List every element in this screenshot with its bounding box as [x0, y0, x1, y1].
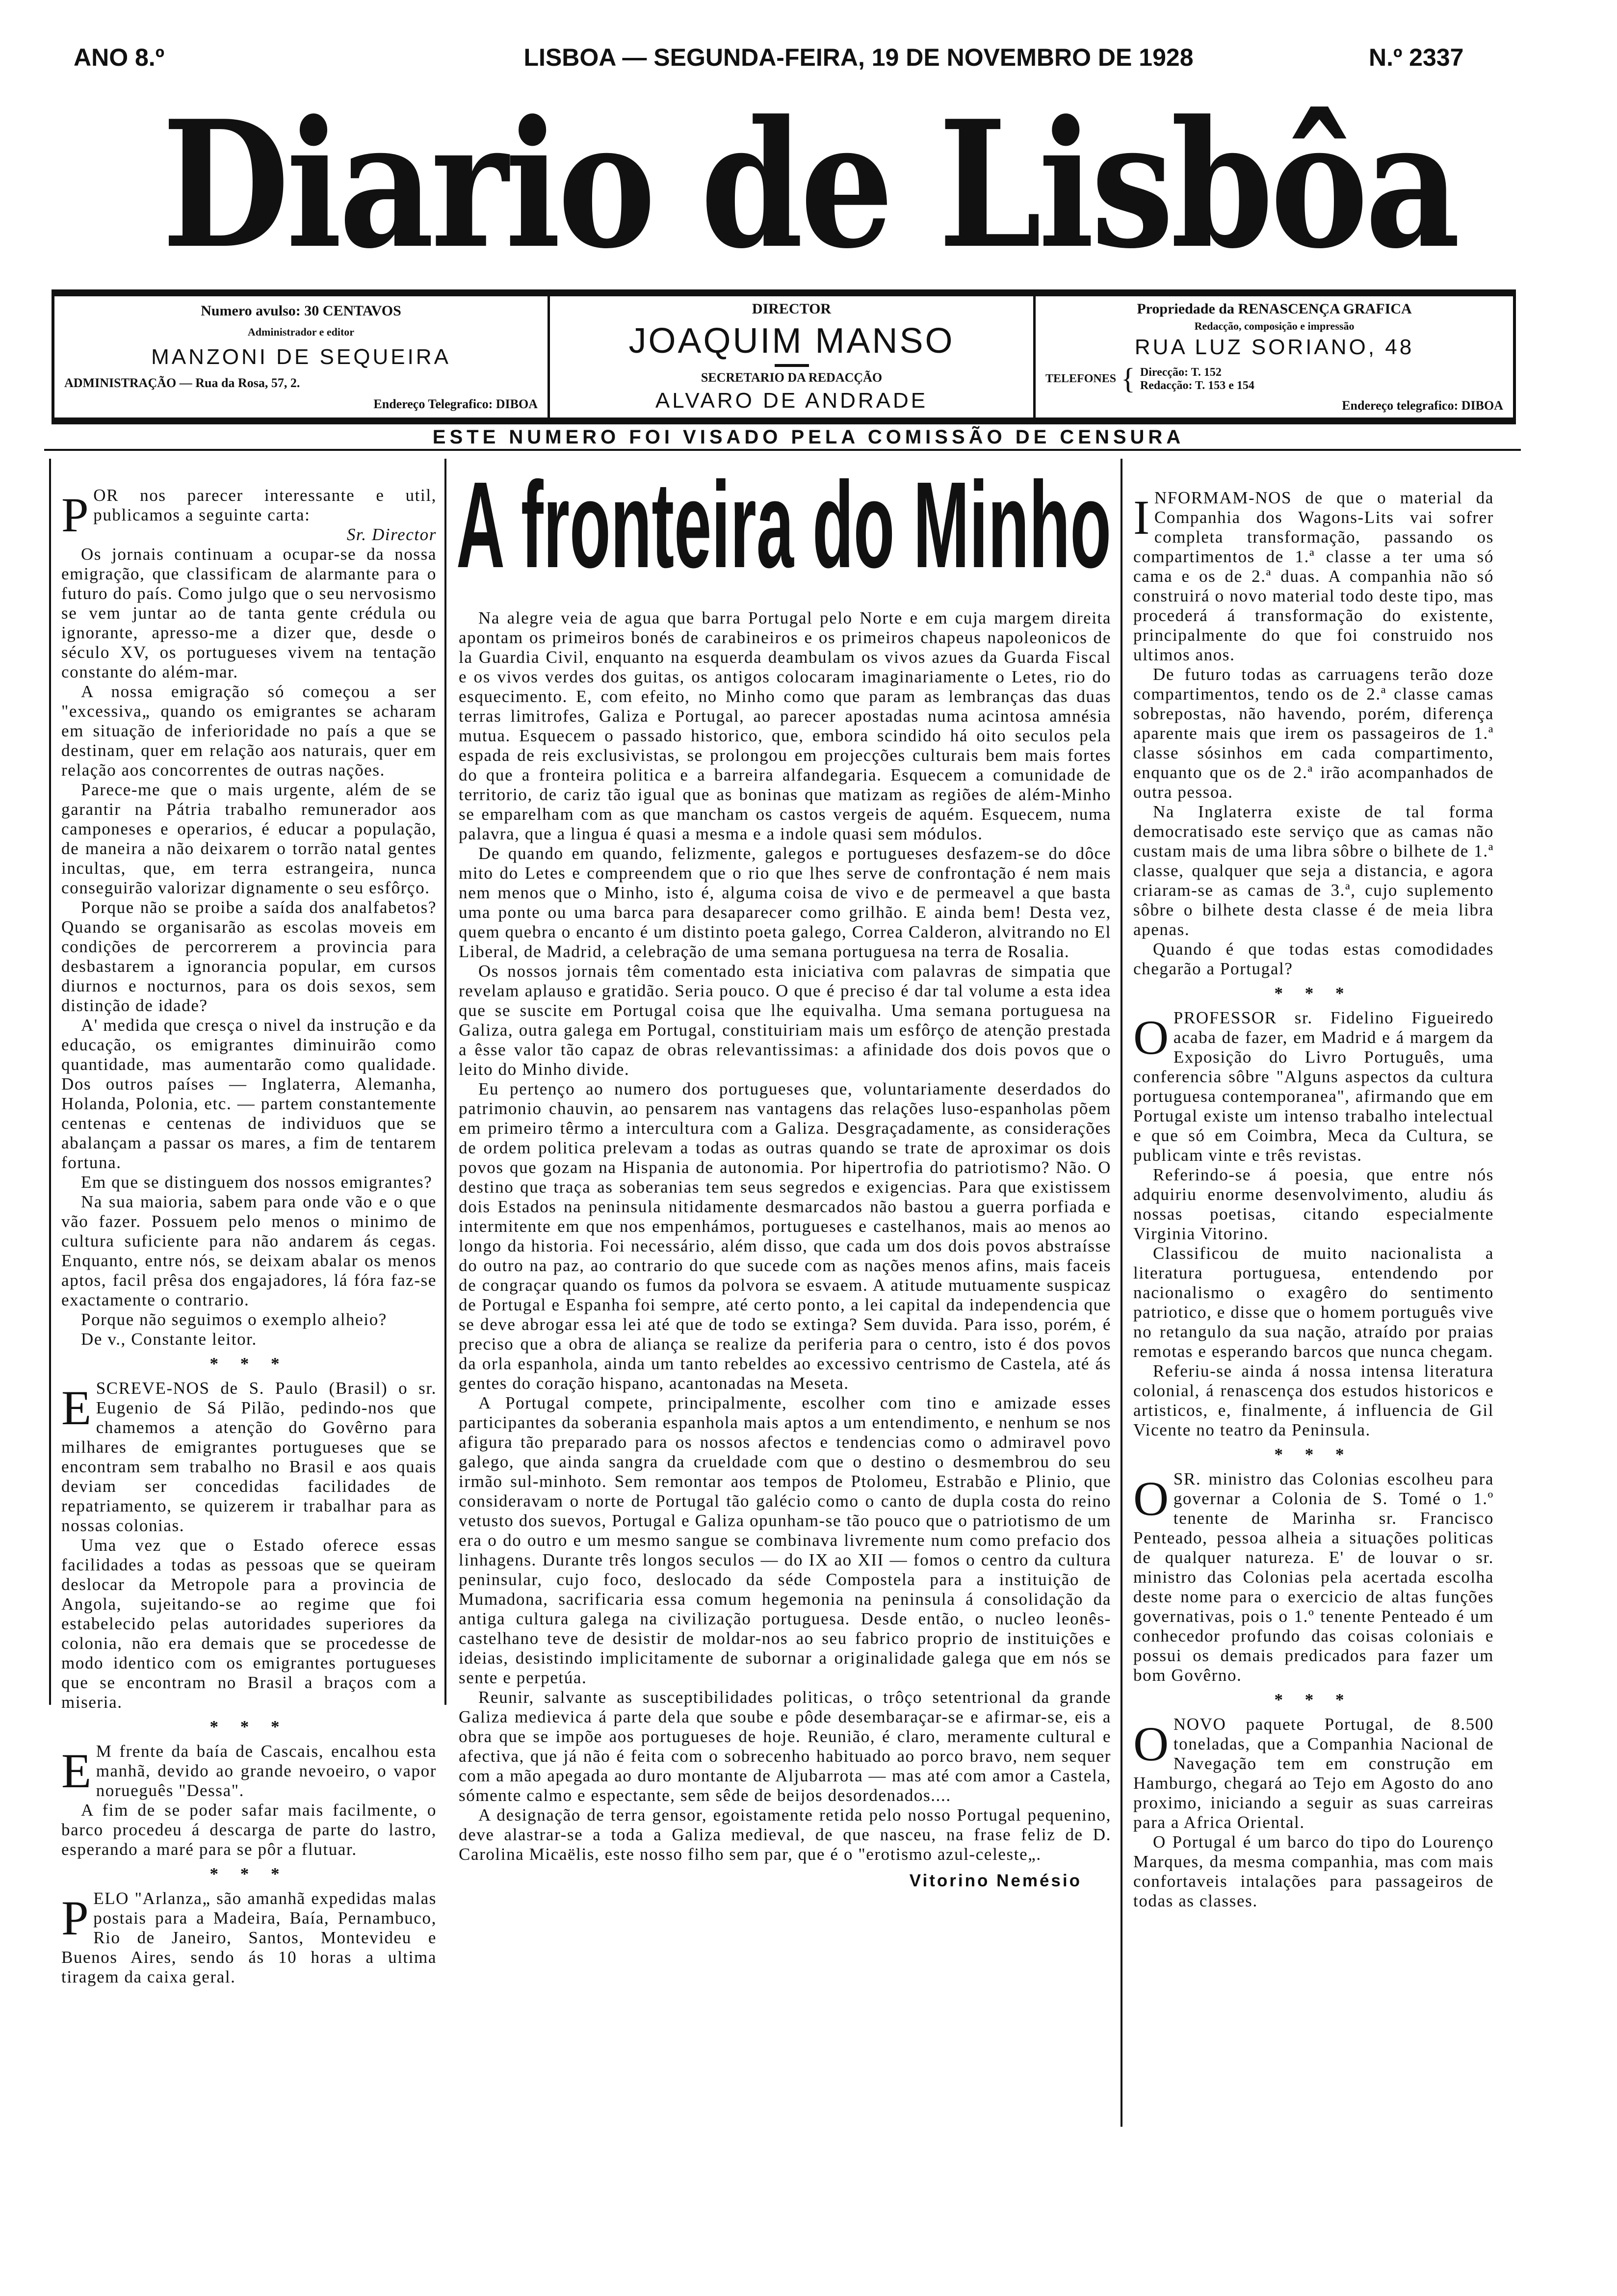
paragraph	[61, 682, 437, 780]
paragraph-text: Eu pertenço ao numero dos portugueses que, voluntariamente deserdados do patrimonio chauvin, ao pensarem nas vantagens das relações luso-espanholas põem em primeiro têrmo a intercultura com a Galiza. Desgraçadamente, as considerações de ordem politica prelevam a todas as outras quando se trate de aproximar os dois povos que gozam na Hispania de autonomia. Por hipertrofia do patriotismo? Não. O destino que traça as soberanias tem seus segredos e exigencias. Para que existissem dois Estados na peninsula nitidamente desmarcados não bastou a guerra porfiada e intermitente em que nos empenhámos, portugueses e castelhanos, mais ao menos ao longo da historia. Foi necessário, além disso, que cada um dos dois povos abstraísse do outro na paz, ao contrario do que sucede com as nações menos afins, mais faceis de congraçar quando os fumos da polvora se esvaem. A atitude mutuamente suspicaz de Portugal e Espanha foi sempre, até certo ponto, a lei capital da independencia que se deve abrogar essa lei até que de todo se extinga? Sem duvida. Para isso, porém, é preciso que a obra de aliança se realize da periferia para o centro, isto é dos povos da orla espanhola, ainda um tanto rebeldes ao excessivo centrismo de Castela, até ás gentes do coração hispano, acantonadas na Meseta.	[459, 1079, 1111, 1393]
headline	[456, 456, 1114, 593]
paragraph-text: OR nos parecer interessante e util, publicamos a seguinte carta:	[93, 486, 437, 524]
paragraph	[459, 1688, 1111, 1805]
paragraph	[61, 1173, 437, 1192]
paragraph-text: Uma vez que o Estado oferece essas facilidades a todas as pessoas que se queiram deslocar da Metropole para a provincia de Angola, sujeitando-se ao regime que foi estabelecido pelas autoridades superiores da colonia, não era demais que se procedesse de modo identico com os emigrantes portugueses que se encontram no Brasil a braços com a miseria.	[61, 1536, 437, 1712]
info-right	[1033, 296, 1513, 417]
paragraph	[459, 1805, 1111, 1864]
paragraph	[61, 1379, 437, 1536]
paragraph	[61, 1016, 437, 1173]
info-center	[548, 296, 1033, 417]
column-rule-1	[444, 459, 446, 1705]
drop-cap: O	[1133, 1010, 1170, 1065]
admin-name: MANZONI DE SEQUEIRA	[151, 344, 451, 369]
paragraph-text: ELO "Arlanza„ são amanhã expedidas malas postais para a Madeira, Baía, Pernambuco, Rio de Janeiro, Santos, Montevideu e Buenos Aires, sendo ás 10 horas a ultima tiragem da caixa geral.	[61, 1889, 437, 1986]
price: Numero avulso: 30 CENTAVOS	[201, 302, 401, 319]
paragraph	[459, 844, 1111, 962]
paragraph-text: SCREVE-NOS de S. Paulo (Brasil) o sr. Eugenio de Sá Pilão, pedindo-nos que chamemos a atenção do Govêrno para milhares de emigrantes portugueses que se encontram sem trabalho no Brasil e aos quais deviam ser concedidas facilidades de repatriamento, se quizerem ir trabalhar para as nossas colonias.	[61, 1379, 437, 1535]
paragraph	[61, 545, 437, 682]
left-column-border	[49, 459, 51, 1705]
paragraph	[1133, 802, 1494, 939]
paragraph-text: * * *	[209, 1717, 288, 1736]
drop-cap: E	[61, 1744, 92, 1798]
telegraph-left: Endereço Telegrafico: DIBOA	[373, 396, 538, 411]
paragraph	[61, 1536, 437, 1712]
paragraph	[61, 1310, 437, 1330]
section-separator	[61, 1354, 437, 1374]
masthead	[162, 82, 1457, 287]
paragraph-text: A nossa emigração só começou a ser "excessiva„ quando os emigrantes se acharam em situação de inferioridade no país a que se destinam, quer em relação aos naturais, quer em relação aos concorrentes de outras nações.	[61, 682, 437, 780]
paragraph	[1133, 1832, 1494, 1911]
paragraph	[459, 1079, 1111, 1393]
paragraph	[1133, 488, 1494, 665]
censorship-notice: ESTE NUMERO FOI VISADO PELA COMISSÃO DE CENSURA	[432, 426, 1185, 448]
header-rule	[44, 449, 1521, 451]
paragraph-text: * * *	[209, 1354, 288, 1373]
paragraph-text: Referiu-se ainda á nossa intensa literatura colonial, á renascença dos estudos historicos e artisticos, e, finalmente, á influencia de Gil Vicente no teatro da Peninsula.	[1133, 1361, 1494, 1439]
paragraph	[61, 898, 437, 1016]
paragraph-text: Os jornais continuam a ocupar-se da nossa emigração, que classificam de alarmante para o futuro do país. Como julgo que o seu nervosismo se vem juntar ao de tanta gente crédula ou ignorante, apresso-me a dizer que, desde o século XV, os portugueses vivem na tentação constante do além-mar.	[61, 545, 437, 681]
masthead-title: Diario de Lisbôa	[162, 82, 1457, 287]
admin-label: Administrador e editor	[247, 325, 355, 338]
drop-cap: P	[61, 488, 90, 542]
admin-address: ADMINISTRAÇÃO — Rua da Rosa, 57, 2.	[64, 375, 300, 390]
paragraph-text: Porque não seguimos o exemplo alheio?	[81, 1310, 387, 1329]
drop-cap: P	[61, 1891, 90, 1945]
paragraph	[1133, 1165, 1494, 1244]
paragraph-text: A designação de terra gensor, egoistamente retida pelo nosso Portugal pequenino, deve alastrar-se a toda a Galiza medieval, de que nasceu, na frase feliz de D. Carolina Micaëlis, este nosso filho sem par, que é o "erotismo azul-celeste„.	[459, 1805, 1111, 1864]
issue-number: N.º 2337	[1369, 44, 1464, 71]
paragraph	[1133, 1008, 1494, 1165]
paragraph-text: Quando é que todas estas comodidades chegarão a Portugal?	[1133, 939, 1494, 978]
press-address: RUA LUZ SORIANO, 48	[1134, 335, 1414, 359]
section-separator	[1133, 1445, 1494, 1464]
paragraph	[61, 780, 437, 898]
paragraph-text: Reunir, salvante as susceptibilidades politicas, o trôço setentrional da grande Galiza medievica á parte dela que soube e pôde desembaraçar-se e afirmar-se, eis a obra que se impõe aos portugueses de hoje. Reunião, é claro, meramente cultural e afectiva, que já não é feita com o sobrecenho habituado ao porco bravo, nem sequer com a mão apegada ao duro montante de Aljubarrota — mas até com amor a Castela, sómente calmo e espectante, sem sêde de beijos desordenados....	[459, 1688, 1111, 1805]
secretary-name: ALVARO DE ANDRADE	[655, 388, 928, 413]
paragraph	[61, 1742, 437, 1800]
author-signature	[459, 1871, 1111, 1891]
paragraph-text: Vitorino Nemésio	[909, 1871, 1082, 1890]
telegraph-right: Endereço telegrafico: DIBOA	[1342, 398, 1503, 413]
paragraph-text: * * *	[209, 1864, 288, 1883]
paragraph	[1133, 1715, 1494, 1832]
drop-cap: O	[1133, 1717, 1170, 1771]
paragraph-text: A fim de se poder safar mais facilmente, o barco procedeu á descarga de parte do lastro, esperando a maré para se pôr a flutuar.	[61, 1800, 437, 1859]
paragraph-text: Classificou de muito nacionalista a literatura portuguesa, entendendo por nacionalismo o exagêro do sentimento patriotico, e disse que o homem português vive no retangulo da sua nação, atraído por praias remotas e esperando barcos que nunca chegam.	[1133, 1244, 1494, 1361]
paragraph	[61, 1800, 437, 1859]
secretary-label: SECRETARIO DA REDACÇÃO	[701, 370, 883, 385]
divider	[775, 364, 809, 367]
paragraph-text: Parece-me que o mais urgente, além de se garantir na Pátria trabalho remunerador aos camponeses e operarios, é educar a população, de maneira a não deixarem o torrão natal gentes incultas, que, em terra estrangeira, nunca conseguirão valorizar dignamente o seu esfôrço.	[61, 780, 437, 897]
section-separator	[1133, 1690, 1494, 1710]
drop-cap: I	[1133, 490, 1150, 545]
phones	[1045, 362, 1254, 396]
paragraph-text: O Portugal é um barco do tipo do Lourenço Marques, da mesma companhia, mas com mais confortaveis intalações para passageiros de todas as classes.	[1133, 1832, 1494, 1910]
info-left	[54, 296, 548, 417]
director-label: DIRECTOR	[752, 301, 832, 317]
paragraph-text: * * *	[1274, 1445, 1353, 1464]
owner: Propriedade da RENASCENÇA GRAFICA	[1137, 300, 1412, 317]
director-name: JOAQUIM MANSO	[628, 321, 955, 361]
phone-direction: Direcção: T. 152	[1140, 365, 1222, 379]
drop-cap: O	[1133, 1471, 1170, 1526]
paragraph-text: SR. ministro das Colonias escolheu para governar a Colonia de S. Tomé o 1.º tenente de Marinha sr. Francisco Penteado, pessoa alheia a situações politicas de qualquer natureza. E' de louvar o sr. ministro das Colonias pela acertada escolha deste nome para o exercicio de altas funções governativas, pois o 1.º tenente Penteado é um conhecedor profundo das coisas coloniais e possui os demais predicados para fazer um bom Govêrno.	[1133, 1469, 1494, 1685]
services: Redacção, composição e impressão	[1194, 319, 1355, 332]
section-separator	[61, 1717, 437, 1737]
paragraph	[459, 608, 1111, 844]
paragraph-text: A Portugal compete, principalmente, escolher com tino e amizade esses participantes da soberania espanhola mais aptos a um entendimento, e nenhum se nos afigura tão preparado para os nossos afectos e tendencias como o admiravel povo galego, que ainda sangra da crueldade com que o destino o desmembrou do seu irmão sul-minhoto. Sem remontar aos tempos de Ptolomeu, Estrabão e Plinio, que consideravam o norte de Portugal tão galécio como o canto de dupla costa do reino vetusto dos suevos, Portugal e Galiza opunham-se tão pouco que o patriotismo de um era o do outro e um mesmo sangue se combinava livremente num como prefacio dos linhagens. Durante três longos seculos — do IX ao XII — fomos o centro da cultura peninsular, cujo foco, deslocado da séde Compostela para a instituição de Mumadona, sacrificaria essa comum hegemonia na peninsula á consolidação da antiga cultura galega na civilização portuguesa. Desde então, o nucleo leonês-castelhano teve de desistir de moldar-nos ao seu fabrico proprio de instituições e ideias, desistindo implicitamente de subornar a originalidade galega que em nós se sente e perpetúa.	[459, 1393, 1111, 1687]
left-column	[61, 486, 437, 1987]
paragraph-text: NOVO paquete Portugal, de 8.500 toneladas, que a Companhia Nacional de Navegação tem em construção em Hamburgo, chegará ao Tejo em Agosto do ano proximo, iniciando a seguir as suas carreiras para a Africa Oriental.	[1133, 1715, 1494, 1832]
phones-label: TELEFONES	[1045, 372, 1117, 386]
dateline: LISBOA — SEGUNDA-FEIRA, 19 DE NOVEMBRO DE 1928	[523, 44, 1194, 71]
drop-cap: E	[61, 1381, 92, 1435]
paragraph	[61, 1330, 437, 1349]
section-separator	[61, 1864, 437, 1884]
paragraph-text: Na Inglaterra existe de tal forma democratisado este serviço que as camas não custam mais de uma libra sôbre o bilhete de 1.ª classe, qualquer que seja a distancia, e agora criaram-se as camas de 3.ª, cujo suplemento sôbre o bilhete desta classe é de meia libra apenas.	[1133, 802, 1494, 939]
paragraph-text: NFORMAM-NOS de que o material da Companhia dos Wagons-Lits vai sofrer completa transformação, passando os compartimentos de 1.ª classe a ter uma só cama e os de 2.ª duas. A companhia não só construirá o novo material todo deste tipo, mas procederá á transformação do existente, principalmente do que foi construido nos ultimos anos.	[1133, 488, 1494, 664]
publication-info-box	[52, 289, 1516, 424]
paragraph-text: * * *	[1274, 984, 1353, 1003]
paragraph	[1133, 1361, 1494, 1440]
phones-list	[1140, 366, 1254, 392]
paragraph-text: A' medida que cresça o nivel da instrução e da educação, os emigrantes diminuirão como quantidade, mas aumentarão como qualidade. Dos outros países — Inglaterra, Alemanha, Holanda, Polonia, etc. — partem constantemente centenas e centenas de individuos que se abalançam a passar os mares, a fim de tentarem fortuna.	[61, 1016, 437, 1172]
paragraph-text: Na alegre veia de agua que barra Portugal pelo Norte e em cuja margem direita apontam os primeiros bonés de carabineiros e os primeiros chapeus napoleonicos de la Guardia Civil, enquanto na esquerda deambulam os vivos azues da Guarda Fiscal e os vivos verdes dos guitas, os antigos colocaram imaginariamente o Letes, rio do esquecimento. E, com efeito, no Minho como que param as lembranças das duas terras limitrofes, Galiza e Portugal, ao parecer apostadas numa acintosa amnésia mutua. Esquecem o passado historico, que, embora scindido há oito seculos pela espada de reis exclusivistas, se prolongou em projecções culturais bem mais fortes do que a fronteira politica e a barreira alfandegaria. Esquecem a comunidade de territorio, de cariz tão igual que as boninas que matizam as regiões de além-Minho se emparelham com as que mancham os castos vergeis de aquém. Esquecem, numa palavra, que a lingua é quasi a mesma e a indole quasi sem módulos.	[459, 608, 1111, 843]
column-rule-2	[1121, 459, 1122, 2127]
paragraph-text: PROFESSOR sr. Fidelino Figueiredo acaba de fazer, em Madrid e á margem da Exposição do Livro Português, uma conferencia sôbre "Alguns aspectos da cultura portuguesa contemporanea", afirmando que em Portugal existe um intenso trabalho intelectual e que só em Coimbra, Meca da Cultura, se publicam vinte e três revistas.	[1133, 1008, 1494, 1165]
paragraph-text: Na sua maioria, sabem para onde vão e o que vão fazer. Possuem pelo menos o minimo de cultura suficiente para não andarem ás cegas. Enquanto, entre nós, se deixam abalar os menos aptos, facil prêsa dos engajadores, lá fóra faz-se exactamente o contrario.	[61, 1192, 437, 1309]
right-column	[1133, 488, 1494, 1911]
paragraph	[459, 1393, 1111, 1688]
brace-icon: {	[1121, 363, 1135, 395]
paragraph	[1133, 1469, 1494, 1685]
article-headline: A fronteira do Minho	[456, 456, 1111, 593]
section-separator	[1133, 984, 1494, 1003]
paragraph-text: Os nossos jornais têm comentado esta iniciativa com palavras de simpatia que revelam aplauso e gratidão. Seria pouco. O que é preciso é dar tal volume a esta idea que se suscite em Portugal coisa que lhe equivalha. Uma semana portuguesa na Galiza, outra galega em Portugal, constituiriam mais um esfôrço de atenção prestada a êsse valor tão capaz de obras relevantissimas: a afinidade dos dois povos que o leito do Minho divide.	[459, 962, 1111, 1079]
paragraph-text: Referindo-se á poesia, que entre nós adquiriu enorme desenvolvimento, aludiu ás nossas poetisas, citando especialmente Virginia Vitorino.	[1133, 1165, 1494, 1243]
paragraph-text: Sr. Director	[346, 525, 437, 544]
paragraph	[459, 962, 1111, 1079]
paragraph-text: * * *	[1274, 1690, 1353, 1709]
main-article	[459, 608, 1111, 1891]
paragraph	[61, 1192, 437, 1310]
paragraph	[1133, 665, 1494, 802]
paragraph	[61, 1889, 437, 1987]
paragraph	[1133, 1244, 1494, 1361]
paragraph-text: De futuro todas as carruagens terão doze compartimentos, tendo os de 2.ª classe camas sobrepostas, não havendo, porém, diferença aparente mais que irem os passageiros de 1.ª classe sósinhos em cada compartimento, enquanto que os de 2.ª irão acompanhados de outra pessoa.	[1133, 665, 1494, 802]
paragraph-text: M frente da baía de Cascais, encalhou esta manhã, devido ao grande nevoeiro, o vapor norueguês "Dessa".	[96, 1742, 437, 1800]
phone-redaction: Redacção: T. 153 e 154	[1140, 379, 1254, 392]
paragraph-text: De v., Constante leitor.	[81, 1330, 257, 1349]
paragraph	[1133, 939, 1494, 979]
paragraph-text: Em que se distinguem dos nossos emigrantes?	[81, 1173, 433, 1192]
paragraph-text: Porque não se proibe a saída dos analfabetos? Quando se organisarão as escolas moveis em condições de percorrerem a provincia para desbastarem a ignorancia popular, em cursos diurnos e nocturnos, para os dois sexos, sem distinção de idade?	[61, 898, 437, 1015]
year-label: ANO 8.º	[74, 44, 164, 71]
paragraph-text: De quando em quando, felizmente, galegos e portugueses desfazem-se do dôce mito do Letes e compreendem que o rio que lhes serve de confrontação é nem mais nem menos que o Minho, isto é, alguma coisa de vivo e de permeavel a que basta uma ponte ou uma barca para desaparecer como grilhão. E ainda bem! Desta vez, quem quebra o encanto é um distinto poeta galego, Correa Calderon, alvitrando no El Liberal, de Madrid, a celebração de uma semana portuguesa na terra de Rosalia.	[459, 844, 1111, 961]
salutation	[61, 525, 437, 545]
